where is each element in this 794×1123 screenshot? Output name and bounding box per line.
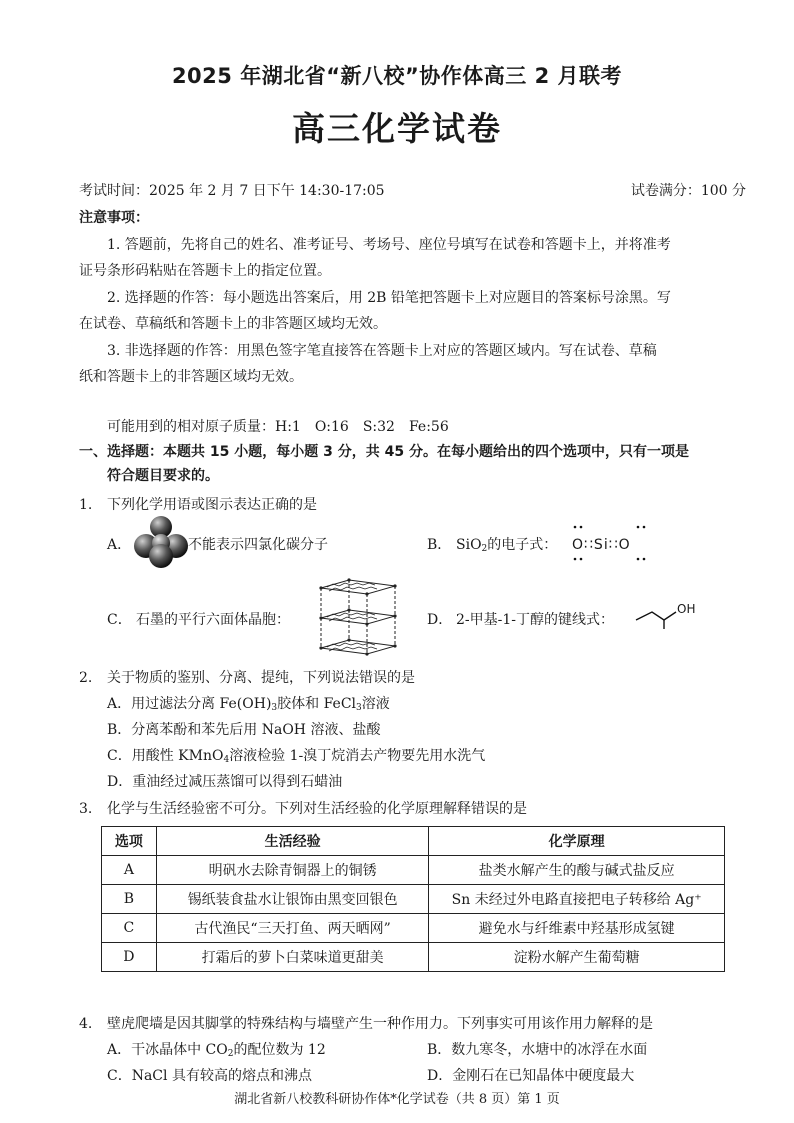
q2-option-a: A．用过滤法分离 $Fe(OH)_3$胶体和 FeCl$_3$溶液 bbox=[107, 696, 390, 713]
table-row bbox=[102, 885, 725, 914]
notice-2a: 2. 选择题的作答：每小题选出答案后，用 2B 铅笔把答题卡上对应题目的答案标号涂黑。写 bbox=[107, 290, 671, 306]
atomic-mass: 可能用到的相对原子质量：H:1 O:16 S:32 Fe:56 bbox=[107, 419, 449, 435]
q1-option-d-label: D． bbox=[427, 612, 453, 628]
notice-heading: 注意事项： bbox=[79, 210, 149, 226]
notice-1b: 证号条形码粘贴在答题卡上的指定位置。 bbox=[79, 263, 331, 279]
q4-option-c: C．NaCl 具有较高的熔点和沸点 bbox=[107, 1068, 312, 1084]
table-header-cell: 化学原理 bbox=[429, 827, 725, 856]
exam-time: 考试时间：2025 年 2 月 7 日下午 14:30-17:05 bbox=[79, 183, 385, 199]
oh-group-label: OH bbox=[677, 602, 696, 616]
table-cell: Sn 未经过外电路直接把电子转移给 Ag⁺ bbox=[429, 885, 725, 914]
q1-option-a-label: A． bbox=[107, 537, 132, 553]
q2-option-c: C．用酸性 KMnO$_4$溶液检验 1-溴丁烷消去产物要先用水洗气 bbox=[107, 748, 486, 765]
exam-title: 2025 年湖北省“新八校”协作体高三 2 月联考 bbox=[171, 64, 623, 88]
q2-number: 2. bbox=[79, 670, 93, 686]
notice-3b: 纸和答题卡上的非答题区域均无效。 bbox=[79, 369, 303, 385]
table-cell: 避免水与纤维素中羟基形成氢键 bbox=[429, 914, 725, 943]
full-score: 试卷满分：100 分 bbox=[630, 183, 746, 199]
table-row bbox=[102, 914, 725, 943]
q1-stem: 下列化学用语或图示表达正确的是 bbox=[107, 497, 317, 513]
table-header-row bbox=[102, 827, 725, 856]
page-footer: 湖北省新八校教科研协作体*化学试卷（共 8 页）第 1 页 bbox=[234, 1092, 560, 1107]
q2-option-d: D．重油经过减压蒸馏可以得到石蜡油 bbox=[107, 774, 343, 790]
q1-number: 1. bbox=[79, 497, 93, 513]
section1-line2: 符合题目要求的。 bbox=[107, 468, 219, 484]
q4-option-b: B．数九寒冬，水塘中的冰浮在水面 bbox=[427, 1042, 648, 1058]
table-cell: 盐类水解产生的酸与碱式盐反应 bbox=[429, 856, 725, 885]
lone-pair-dots-figure bbox=[572, 525, 662, 565]
q4-option-d: D．金刚石在已知晶体中硬度最大 bbox=[427, 1068, 635, 1084]
q3-table bbox=[101, 826, 725, 972]
q1-option-d-text: 2-甲基-1-丁醇的键线式： bbox=[456, 612, 615, 628]
q4-stem: 壁虎爬墙是因其脚掌的特殊结构与墙壁产生一种作用力。下列事实可用该作用力解释的是 bbox=[107, 1016, 653, 1032]
q2-option-b: B．分离苯酚和苯先后用 NaOH 溶液、盐酸 bbox=[107, 722, 381, 738]
notice-3a: 3. 非选择题的作答：用黑色签字笔直接答在答题卡上对应的答题区域内。写在试卷、草稿 bbox=[107, 343, 657, 359]
q1-option-b-text: SiO$_2$的电子式： bbox=[456, 537, 558, 554]
table-cell: 古代渔民“三天打鱼、两天晒网” bbox=[156, 914, 429, 943]
notice-1a: 1. 答题前，先将自己的姓名、准考证号、考场号、座位号填写在试卷和答题卡上，并将准考 bbox=[107, 237, 671, 253]
table-row bbox=[102, 856, 725, 885]
table-cell: A bbox=[102, 856, 157, 885]
table-cell: D bbox=[102, 943, 157, 972]
sio2-electron-formula: O∷Si∷O bbox=[572, 537, 631, 553]
q2-stem: 关于物质的鉴别、分离、提纯，下列说法错误的是 bbox=[107, 670, 415, 686]
q4-option-a: A．干冰晶体中 $CO_2$的配位数为 12 bbox=[107, 1042, 326, 1059]
table-header-cell: 生活经验 bbox=[156, 827, 429, 856]
ccl4-space-filling-model-figure bbox=[134, 516, 188, 568]
table-row bbox=[102, 943, 725, 972]
table-cell: 淀粉水解产生葡萄糖 bbox=[429, 943, 725, 972]
table-cell: 锡纸装食盐水让银饰由黑变回银色 bbox=[156, 885, 429, 914]
q3-number: 3. bbox=[79, 801, 93, 817]
table-cell: 明矾水去除青铜器上的铜锈 bbox=[156, 856, 429, 885]
q3-stem: 化学与生活经验密不可分。下列对生活经验的化学原理解释错误的是 bbox=[107, 801, 527, 817]
graphite-unit-cell-figure bbox=[315, 578, 399, 660]
table-cell: 打霜后的萝卜白菜味道更甜美 bbox=[156, 943, 429, 972]
table-header-cell: 选项 bbox=[102, 827, 157, 856]
q1-option-c-text: 石墨的平行六面体晶胞： bbox=[136, 612, 290, 628]
subject-title: 高三化学试卷 bbox=[292, 109, 502, 148]
section1-line1: 一、选择题：本题共 15 小题，每小题 3 分，共 45 分。在每小题给出的四个选项中，只有一项是 bbox=[79, 444, 689, 460]
q4-number: 4. bbox=[79, 1016, 93, 1032]
q1-option-c-label: C． bbox=[107, 612, 132, 628]
table-cell: C bbox=[102, 914, 157, 943]
q1-option-a-text: 不能表示四氯化碳分子 bbox=[188, 537, 328, 553]
table-cell: B bbox=[102, 885, 157, 914]
q1-option-b-label: B． bbox=[427, 537, 452, 553]
notice-2b: 在试卷、草稿纸和答题卡上的非答题区域均无效。 bbox=[79, 316, 387, 332]
